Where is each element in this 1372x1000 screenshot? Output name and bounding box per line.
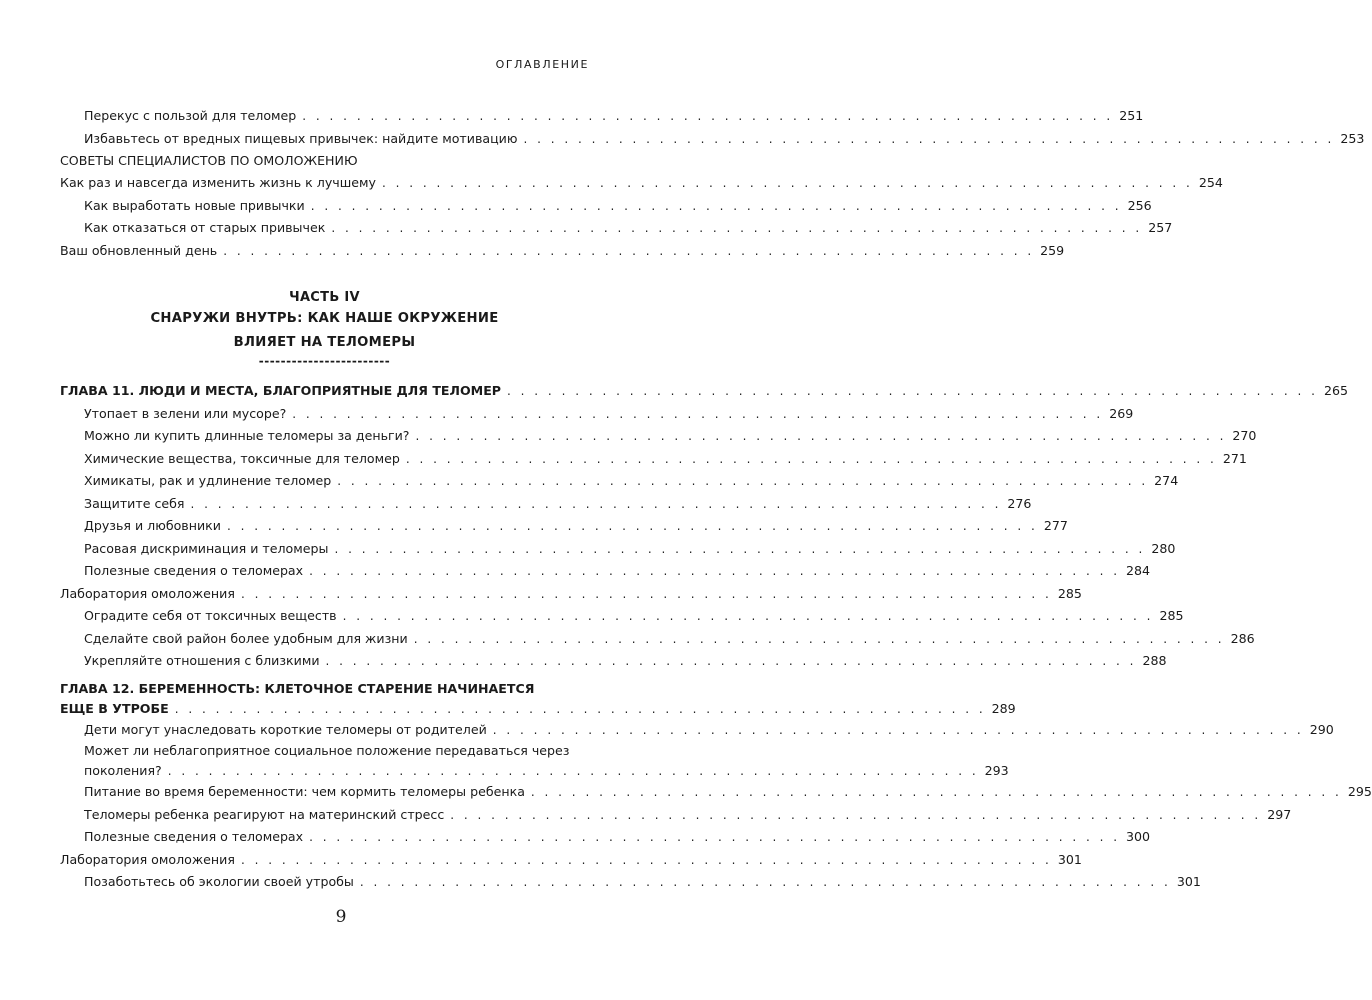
- toc-entry[interactable]: [60, 448, 1247, 471]
- running-head: ОГЛАВЛЕНИЕ: [495, 58, 589, 71]
- toc-entry-title: Как раз и навсегда изменить жизнь к лучшему: [60, 175, 376, 190]
- page-number: 9: [335, 907, 347, 927]
- toc-entry[interactable]: [60, 804, 1292, 827]
- leader-dots: . . . . . . . . . . . . . . . . . . . . . . . . . . . . . . . . . . . . . . . . . . . . . . . . . . . . . . . . . . . .: [337, 474, 1149, 488]
- toc-entry-title: Полезные сведения о теломерах: [84, 563, 304, 578]
- leader-dots: . . . . . . . . . . . . . . . . . . . . . . . . . . . . . . . . . . . . . . . . . . . . . . . . . . . . . . . . . . . .: [223, 243, 1035, 258]
- toc-entry[interactable]: [60, 515, 1068, 538]
- toc-entry[interactable]: [60, 628, 1255, 651]
- toc-entry-page: 293: [984, 763, 1009, 778]
- toc-entry-page: 285: [1159, 608, 1184, 623]
- toc-entry[interactable]: [60, 217, 1173, 240]
- toc-entry-title: Химические вещества, токсичные для теломер: [84, 450, 400, 466]
- toc-entry[interactable]: [60, 826, 1151, 849]
- leader-dots: . . . . . . . . . . . . . . . . . . . . . . . . . . . . . . . . . . . . . . . . . . . . . . . . . . . . . . . . . . . .: [530, 785, 1342, 799]
- toc-entry[interactable]: [60, 195, 1152, 218]
- leader-dots: . . . . . . . . . . . . . . . . . . . . . . . . . . . . . . . . . . . . . . . . . . . . . . . . . . . . . . . . . . . .: [507, 384, 1318, 398]
- toc-entry-page: 280: [1151, 540, 1176, 556]
- toc-entry-page: 284: [1126, 563, 1151, 578]
- toc-entry-page: 256: [1127, 197, 1152, 213]
- toc-entry-page: 300: [1126, 829, 1151, 844]
- leader-dots: . . . . . . . . . . . . . . . . . . . . . . . . . . . . . . . . . . . . . . . . . . . . . . . . . . . . . . . . . . . .: [310, 198, 1122, 213]
- toc-entry[interactable]: [60, 128, 1365, 151]
- part-heading: [60, 289, 589, 367]
- leader-dots: . . . . . . . . . . . . . . . . . . . . . . . . . . . . . . . . . . . . . . . . . . . . . . . . . . . . . . . . . . . .: [359, 875, 1171, 889]
- toc-entry-title-line-2: поколения?: [84, 763, 162, 778]
- toc-entry-title: Полезные сведения о теломерах: [84, 829, 304, 844]
- leader-dots: . . . . . . . . . . . . . . . . . . . . . . . . . . . . . . . . . . . . . . . . . . . . . . . . . . . . . . . . . . . .: [240, 586, 1052, 601]
- toc-entry[interactable]: [60, 781, 1372, 804]
- chapter-12-entries-after: [60, 781, 1372, 894]
- toc-entry-title: Теломеры ребенка реагируют на материнский стресс: [84, 806, 445, 822]
- leader-dots: . . . . . . . . . . . . . . . . . . . . . . . . . . . . . . . . . . . . . . . . . . . . . . . . . . . . . . . . . . . .: [174, 701, 986, 716]
- leader-dots: . . . . . . . . . . . . . . . . . . . . . . . . . . . . . . . . . . . . . . . . . . . . . . . . . . . . . . . . . . . .: [240, 852, 1052, 867]
- toc-entry-title: Избавьтесь от вредных пищевых привычек: найдите мотивацию: [84, 130, 518, 146]
- leader-dots: . . . . . . . . . . . . . . . . . . . . . . . . . . . . . . . . . . . . . . . . . . . . . . . . . . . . . . . . . . . .: [331, 221, 1143, 235]
- toc-entry[interactable]: [60, 105, 1144, 128]
- chapter-12-title-line-2: ЕЩЕ В УТРОБЕ: [60, 700, 169, 716]
- chapter-11-title: ГЛАВА 11. ЛЮДИ И МЕСТА, БЛАГОПРИЯТНЫЕ ДЛЯ ТЕЛОМЕР: [60, 383, 502, 398]
- toc-entry-page: 285: [1057, 585, 1082, 601]
- toc-entry-page: 270: [1232, 428, 1257, 443]
- leader-dots: . . . . . . . . . . . . . . . . . . . . . . . . . . . . . . . . . . . . . . . . . . . . . . . . . . . . . . . . . . . .: [226, 519, 1038, 533]
- toc-entry-title: Лаборатория омоложения: [60, 585, 235, 601]
- leader-dots: . . . . . . . . . . . . . . . . . . . . . . . . . . . . . . . . . . . . . . . . . . . . . . . . . . . . . . . . . . . .: [523, 131, 1335, 146]
- toc-entry-page: 295: [1347, 784, 1372, 799]
- toc-entry-page: 269: [1109, 405, 1134, 421]
- leader-dots: . . . . . . . . . . . . . . . . . . . . . . . . . . . . . . . . . . . . . . . . . . . . . . . . . . . . . . . . . . . .: [334, 541, 1146, 556]
- toc-entry-title: Как отказаться от старых привычек: [84, 220, 326, 235]
- chapter-11-entries: [60, 403, 1257, 673]
- toc-entry-page: 297: [1267, 806, 1292, 822]
- toc-entry-page: 286: [1230, 630, 1255, 646]
- toc-entry-title: Расовая дискриминация и теломеры: [84, 540, 329, 556]
- toc-entry-page: 276: [1007, 495, 1032, 511]
- chapter-12-title-line-1: ГЛАВА 12. БЕРЕМЕННОСТЬ: КЛЕТОЧНОЕ СТАРЕНИЕ НАЧИНАЕТСЯ: [60, 680, 535, 696]
- leader-dots: . . . . . . . . . . . . . . . . . . . . . . . . . . . . . . . . . . . . . . . . . . . . . . . . . . . . . . . . . . . .: [492, 722, 1304, 737]
- part-title-line-1: СНАРУЖИ ВНУТРЬ: КАК НАШЕ ОКРУЖЕНИЕ: [150, 311, 499, 326]
- toc-entry-title: Укрепляйте отношения с близкими: [84, 653, 320, 668]
- leader-dots: . . . . . . . . . . . . . . . . . . . . . . . . . . . . . . . . . . . . . . . . . . . . . . . . . . . . . . . . . . . .: [405, 451, 1217, 466]
- leader-dots: . . . . . . . . . . . . . . . . . . . . . . . . . . . . . . . . . . . . . . . . . . . . . . . . . . . . . . . . . . . .: [309, 830, 1121, 844]
- part-divider: ------------------------: [258, 354, 391, 368]
- toc-entry-page: 274: [1154, 473, 1179, 488]
- toc-top-section: [60, 105, 1365, 262]
- toc-entry-title: Питание во время беременности: чем кормить теломеры ребенка: [84, 784, 525, 799]
- toc-entry[interactable]: [60, 172, 1223, 195]
- toc-entry-title: Позаботьтесь об экологии своей утробы: [84, 874, 354, 889]
- toc-entry-title: Перекус с пользой для теломер: [84, 108, 297, 123]
- toc-entry-title: Утопает в зелени или мусоре?: [84, 405, 287, 421]
- toc-entry-page: 259: [1040, 242, 1065, 258]
- toc-entry-title-line-1: Может ли неблагоприятное социальное положение передаваться через: [84, 743, 570, 758]
- chapter-12-entries-before: [60, 719, 1334, 742]
- leader-dots: . . . . . . . . . . . . . . . . . . . . . . . . . . . . . . . . . . . . . . . . . . . . . . . . . . . . . . . . . . . .: [190, 496, 1002, 511]
- leader-dots: . . . . . . . . . . . . . . . . . . . . . . . . . . . . . . . . . . . . . . . . . . . . . . . . . . . . . . . . . . . .: [415, 429, 1227, 443]
- toc-entry-title: Лаборатория омоложения: [60, 851, 235, 867]
- toc-entry-page: 251: [1119, 108, 1144, 123]
- toc-entry[interactable]: [60, 560, 1151, 583]
- toc-entry-page: 301: [1057, 851, 1082, 867]
- leader-dots: . . . . . . . . . . . . . . . . . . . . . . . . . . . . . . . . . . . . . . . . . . . . . . . . . . . . . . . . . . . .: [413, 631, 1225, 646]
- chapter-12-page: 289: [991, 700, 1016, 716]
- toc-entry-title: Сделайте свой район более удобным для жизни: [84, 630, 408, 646]
- toc-entry-title: Друзья и любовники: [84, 518, 221, 533]
- toc-entry-title: Оградите себя от токсичных веществ: [84, 608, 337, 623]
- toc-entry-title: Ваш обновленный день: [60, 242, 218, 258]
- toc-entry-page: 271: [1222, 450, 1247, 466]
- toc-entry-title: Можно ли купить длинные теломеры за деньги?: [84, 428, 410, 443]
- toc-entry[interactable]: [60, 650, 1167, 673]
- leader-dots: . . . . . . . . . . . . . . . . . . . . . . . . . . . . . . . . . . . . . . . . . . . . . . . . . . . . . . . . . . . .: [381, 176, 1193, 190]
- toc-entry[interactable]: [60, 605, 1184, 628]
- toc-entry[interactable]: [60, 871, 1201, 894]
- toc-entry[interactable]: [60, 538, 1176, 561]
- toc-entry-page: 257: [1148, 220, 1173, 235]
- part-label: ЧАСТЬ IV: [289, 290, 360, 305]
- toc-entry-title: Химикаты, рак и удлинение теломер: [84, 473, 332, 488]
- toc-entry-page: 290: [1309, 721, 1334, 737]
- leader-dots: . . . . . . . . . . . . . . . . . . . . . . . . . . . . . . . . . . . . . . . . . . . . . . . . . . . . . . . . . . . .: [450, 807, 1262, 822]
- toc-entry[interactable]: [60, 470, 1179, 493]
- toc-entry[interactable]: [60, 583, 1082, 606]
- part-title-line-2: ВЛИЯЕТ НА ТЕЛОМЕРЫ: [233, 335, 416, 350]
- toc-entry[interactable]: [60, 719, 1334, 742]
- toc-bottom-section: [60, 380, 1372, 894]
- leader-dots: . . . . . . . . . . . . . . . . . . . . . . . . . . . . . . . . . . . . . . . . . . . . . . . . . . . . . . . . . . . .: [167, 764, 979, 778]
- toc-entry-page: 253: [1340, 130, 1365, 146]
- toc-entry[interactable]: [60, 240, 1065, 263]
- toc-entry-page: 288: [1142, 653, 1167, 668]
- toc-section-heading: СОВЕТЫ СПЕЦИАЛИСТОВ ПО ОМОЛОЖЕНИЮ: [60, 153, 358, 168]
- leader-dots: . . . . . . . . . . . . . . . . . . . . . . . . . . . . . . . . . . . . . . . . . . . . . . . . . . . . . . . . . . . .: [302, 109, 1114, 123]
- toc-entry-title: Как выработать новые привычки: [84, 197, 305, 213]
- toc-entry[interactable]: [60, 493, 1032, 516]
- leader-dots: . . . . . . . . . . . . . . . . . . . . . . . . . . . . . . . . . . . . . . . . . . . . . . . . . . . . . . . . . . . .: [342, 609, 1154, 623]
- toc-entry-title: Защитите себя: [84, 495, 185, 511]
- toc-entry-title: Дети могут унаследовать короткие теломеры от родителей: [84, 721, 487, 737]
- toc-entry-page: 277: [1043, 518, 1068, 533]
- chapter-12-entry[interactable]: [60, 679, 1016, 719]
- leader-dots: . . . . . . . . . . . . . . . . . . . . . . . . . . . . . . . . . . . . . . . . . . . . . . . . . . . . . . . . . . . .: [309, 564, 1121, 578]
- toc-entry-two-line[interactable]: [60, 741, 1009, 781]
- toc-entry-page: 301: [1176, 874, 1201, 889]
- toc-entry[interactable]: [60, 403, 1134, 426]
- leader-dots: . . . . . . . . . . . . . . . . . . . . . . . . . . . . . . . . . . . . . . . . . . . . . . . . . . . . . . . . . . . .: [325, 654, 1137, 668]
- chapter-11-page: 265: [1323, 383, 1349, 398]
- chapter-11-entry[interactable]: [60, 380, 1349, 403]
- toc-entry-page: 254: [1198, 175, 1223, 190]
- leader-dots: . . . . . . . . . . . . . . . . . . . . . . . . . . . . . . . . . . . . . . . . . . . . . . . . . . . . . . . . . . . .: [292, 406, 1104, 421]
- toc-entry[interactable]: [60, 425, 1257, 448]
- toc-entry[interactable]: [60, 849, 1082, 872]
